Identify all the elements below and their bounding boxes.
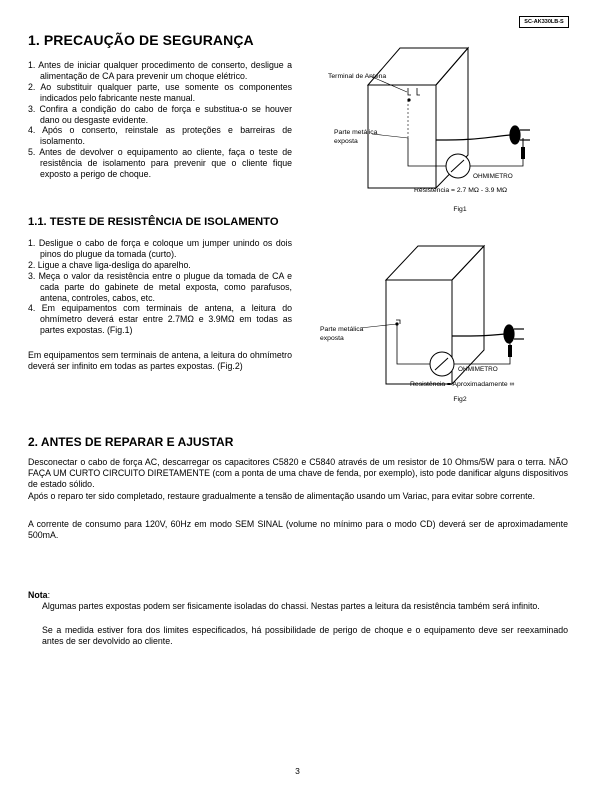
fig2-diagram bbox=[320, 240, 560, 400]
list-item: 5. Antes de devolver o equipamento ao cliente, faça o teste de resistência de isolamento para prevenir que o cliente fique exposto a perigo de choque. bbox=[28, 147, 292, 180]
safety-list bbox=[28, 60, 292, 180]
page-number: 3 bbox=[295, 766, 300, 776]
list-item: 2. Ao substituir qualquer parte, use somente os componentes indicados pelo fabricante neste manual. bbox=[28, 81, 292, 103]
fig1-label-metal-1: Parte metálica bbox=[334, 129, 378, 136]
note-para1: Algumas partes expostas podem ser fisicamente isoladas do chassi. Nestas partes a leitura da resistência também será infinito. bbox=[42, 601, 540, 611]
fig2-resistance: Resistência = Aproximadamente ∞ bbox=[410, 381, 515, 388]
fig1-label-metal-2: exposta bbox=[334, 138, 358, 145]
list-item: 3. Confira a condição do cabo de força e substitua-o se houver dano ou desgaste evidente. bbox=[28, 103, 292, 125]
ohmmeter-icon bbox=[430, 352, 454, 376]
list-item: 4. Após o conserto, reinstale as proteções e barreiras de isolamento. bbox=[28, 125, 292, 147]
note-title: Nota bbox=[28, 590, 48, 600]
fig2-label-metal-2: exposta bbox=[320, 335, 344, 342]
power-cord-icon bbox=[436, 126, 530, 144]
note-para2: Se a medida estiver fora dos limites especificados, há possibilidade de perigo de choque e o equipamento deve ser reexaminado antes de ser devolvido ao cliente. bbox=[42, 625, 568, 646]
list-item: 1. Antes de iniciar qualquer procedimento de conserto, desligue a alimentação de CA para prevenir um choque elétrico. bbox=[28, 60, 292, 81]
fig2-label-metal-1: Parte metálica bbox=[320, 326, 364, 333]
fig1-diagram bbox=[320, 30, 560, 200]
section2-para3: A corrente de consumo para 120V, 60Hz em modo SEM SINAL (volume no mínimo para o modo CD) deverá ser de aproximadamente 500mA. bbox=[28, 519, 568, 540]
fig2-caption: Fig2 bbox=[453, 396, 467, 403]
fig1-label-ohm: OHMIMETRO bbox=[473, 173, 513, 180]
fig1-wire-left bbox=[408, 138, 446, 166]
fig2-metal-leader bbox=[360, 324, 397, 328]
fig2-wire-right bbox=[454, 357, 510, 364]
test-list bbox=[28, 238, 292, 336]
note-title-line: Nota: bbox=[28, 590, 51, 600]
section11-title: 1.1. TESTE DE RESISTÊNCIA DE ISOLAMENTO bbox=[28, 216, 279, 228]
section2-para2: Após o reparo ter sido completado, restaure gradualmente a tensão de alimentação usando um Variac, para evitar sobre corrente. bbox=[28, 491, 535, 501]
antenna-terminal-icon bbox=[408, 88, 420, 101]
fig2-label-ohm: OHMIMETRO bbox=[458, 366, 498, 373]
screw-icon bbox=[396, 320, 400, 325]
power-cord-icon bbox=[452, 325, 524, 343]
list-item: 4. Em equipamentos com terminais de antena, a leitura do ohmímetro deverá estar entre 2.7MΩ e 3.9MΩ em todas as partes expostas. (Fig.1) bbox=[28, 303, 292, 336]
section1-title: 1. PRECAUÇÃO DE SEGURANÇA bbox=[28, 32, 254, 48]
fig2-wire-left bbox=[397, 324, 430, 364]
section2-para1: Desconectar o cabo de força AC, descarregar os capacitores C5820 e C5840 através de um resistor de 10 Ohms/5W para o terra. NÃO FAÇA UM CURTO CIRCUITO DIRETAMENTE (com a ponta de uma chave de fenda, por exemplo), isto pode danificar alguns dispositivos de estado sólido. bbox=[28, 457, 568, 489]
probe-icon bbox=[521, 138, 525, 159]
fig1-wire-right bbox=[470, 159, 523, 166]
list-item: 2. Ligue a chave liga-desliga do aparelho. bbox=[28, 259, 191, 270]
fig1-label-antenna: Terminal de Antena bbox=[328, 73, 387, 80]
ohmmeter-icon bbox=[446, 154, 470, 178]
list-item: 3. Meça o valor da resistência entre o plugue da tomada de CA e cada parte do gabinete de metal exposta, como parafusos, antena, controles, cabos, etc. bbox=[28, 270, 292, 303]
fig1-caption: Fig1 bbox=[453, 206, 467, 213]
list-item: 1. Desligue o cabo de força e coloque um jumper unindo os dois pinos do plugue da tomada (curto). bbox=[28, 238, 292, 259]
section2-title: 2. ANTES DE REPARAR E AJUSTAR bbox=[28, 435, 234, 449]
model-tag: SC-AK330LB-S bbox=[519, 16, 569, 28]
section11-paragraph: Em equipamentos sem terminais de antena, a leitura do ohmímetro deverá ser infinito em todas as partes expostas. (Fig.2) bbox=[28, 350, 292, 371]
fig1-resistance: Resistência = 2.7 MΩ - 3.9 MΩ bbox=[414, 187, 508, 194]
